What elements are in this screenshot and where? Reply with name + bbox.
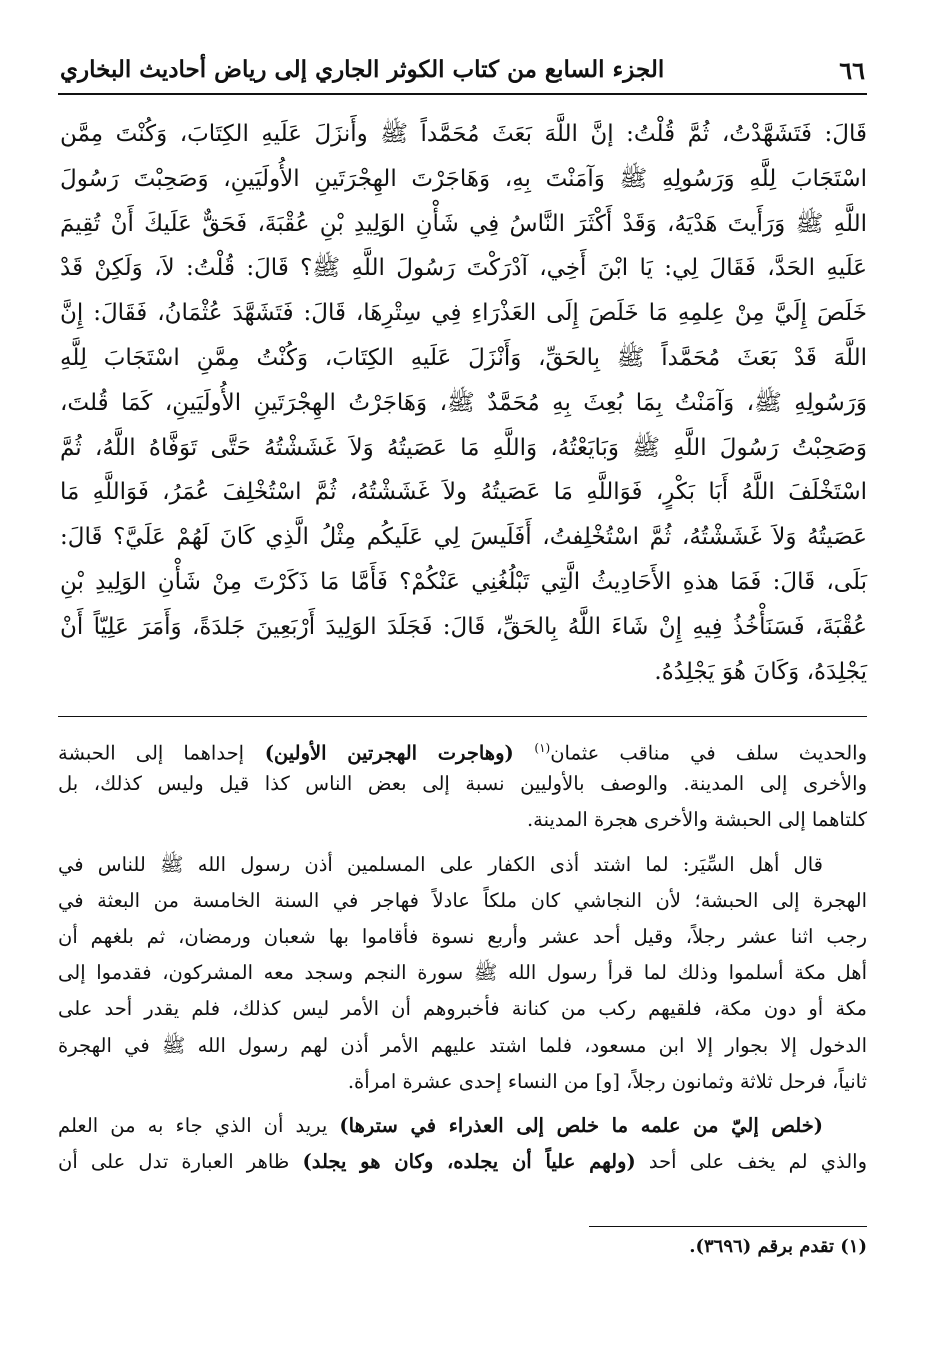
commentary bbox=[58, 730, 867, 1180]
hadith-line: عُقْبَةَ، فَسَنَأْخُذُ فِيهِ إِنْ شَاءَ اللَّهُ بِالحَقِّ، قَالَ: فَجَلَدَ الوَلِيدَ أَرْبَعِينَ جَلدَةً، وَأَمَرَ عَلِيّاً أَنْ bbox=[60, 613, 867, 640]
header-divider bbox=[58, 93, 867, 95]
commentary-line: الهجرة إلى الحبشة؛ لأن النجاشي كان ملكاً عادلاً فهاجر في السنة الخامسة من البعثة في bbox=[58, 888, 867, 912]
commentary-text: ظاهر العبارة تدل على أن bbox=[58, 1150, 303, 1174]
commentary-line: رجب اثنا عشر رجلاً، وقيل أحد عشر وأربع نسوة فأقاموا بها شعبان ورمضان، ثم بلغهم أن bbox=[58, 924, 867, 948]
hadith-line: وَرَسُولِهِ ﷺ، وَآمَنْتُ بِمَا بُعِثَ بِهِ مُحَمَّدٌ ﷺ، وَهَاجَرْتُ الهِجْرَتَينِ الأُولَيَينِ، كَمَا قُلتَ، bbox=[60, 389, 867, 416]
commentary-line: ثانياً، فرحل ثلاثة وثمانون رجلاً، [و] من النساء إحدى عشرة امرأة. bbox=[347, 1069, 867, 1093]
commentary-text: والحديث سلف في مناقب عثمان bbox=[550, 741, 867, 765]
commentary-line bbox=[58, 730, 867, 766]
footnote-text: تقدم برقم (٣٦٩٦). bbox=[689, 1236, 834, 1257]
quoted-phrase: (خلص إليّ من علمه ما خلص إلى العذراء في سترها) bbox=[339, 1113, 824, 1137]
commentary-line: كلتاهما إلى الحبشة والأخرى هجرة المدينة. bbox=[526, 808, 867, 832]
footnote bbox=[689, 1236, 867, 1257]
commentary-text: والذي لم يخف على أحد bbox=[635, 1150, 867, 1174]
hadith-line: اللَّهَ قَدْ بَعَثَ مُحَمَّداً ﷺ بِالحَقِّ، وَأَنْزَلَ عَلَيهِ الكِتَابَ، وَكُنْتُ مِمَّنِ اسْتَجَابَ لِلَّهِ bbox=[60, 344, 867, 371]
section-divider bbox=[58, 716, 867, 717]
commentary-line: قال أهل السِّيَر: لما اشتد أذى الكفار على المسلمين أذن رسول الله ﷺ للناس في bbox=[58, 852, 823, 876]
page-number: ٦٦ bbox=[839, 56, 865, 85]
running-title: الجزء السابع من كتاب الكوثر الجاري إلى رياض أحاديث البخاري bbox=[60, 56, 665, 83]
commentary-text: إحداهما إلى الحبشة bbox=[58, 741, 245, 765]
hadith-line: اسْتَجَابَ لِلَّهِ وَرَسُولِهِ ﷺ وَآمَنْتَ بِهِ، وَهَاجَرْتَ الهِجْرَتَينِ الأُولَيَينِ، وَصَحِبْتَ رَسُولَ bbox=[60, 165, 867, 192]
hadith-line: عَصَيتُهُ وَلاَ غَشَشْتُهُ، ثُمَّ اسْتُخْلِفتُ، أَفَلَيسَ لِي عَلَيكُم مِثْلُ الَّذِي كَانَ لَهُمْ عَلَيَّ؟ قَالَ: bbox=[60, 524, 867, 551]
hadith-line: قَالَ: فَتَشَهَّدْتُ، ثُمَّ قُلْتُ: إنَّ اللَّهَ بَعَثَ مُحَمَّداً ﷺ وأَنزَلَ عَلَيهِ الكِتَابَ، وَكُنْتَ مِمَّن bbox=[60, 121, 867, 147]
commentary-text: يريد أن الذي جاء به من العلم bbox=[58, 1113, 340, 1137]
hadith-line: خَلَصَ إِلَيَّ مِنْ عِلمِهِ مَا خَلَصَ إِلَى العَذْرَاءِ فِي سِتْرِهَا، قَالَ: فَتَشَهَّدَ عُثْمَانُ، فَقَالَ: إِنَّ bbox=[60, 300, 867, 327]
hadith-line: يَجْلِدَهُ، وَكَانَ هُوَ يَجْلِدُهُ. bbox=[654, 658, 867, 685]
hadith-line: اللَّهِ ﷺ وَرَأَيتَ هَدْيَهُ، وَقَدْ أَكْثَرَ النَّاسُ فِي شَأْنِ الوَلِيدِ بْنِ عُقْبَةَ، فَحَقٌّ عَلَيكَ أَنْ تُقِيمَ bbox=[60, 210, 867, 237]
hadith-line: وَصَحِبْتُ رَسُولَ اللَّهِ ﷺ وَبَايَعْتُهُ، وَاللَّهِ مَا عَصَيتُهُ وَلاَ غَشَشْتُهُ حَتَّى تَوَفَّاهُ اللَّهُ، ثُمَّ bbox=[60, 434, 867, 461]
quoted-phrase: (ولهم علياً أن يجلده، وكان هو يجلد) bbox=[302, 1150, 636, 1174]
page-header bbox=[58, 56, 867, 92]
footnote-number: (١) bbox=[840, 1236, 867, 1257]
hadith-line: اسْتَخْلَفَ اللَّهُ أَبَا بَكْرٍ، فَوَاللَّهِ مَا عَصَيتُهُ ولاَ غَشَشْتُهُ، ثُمَّ اسْتُخْلِفَ عُمَرُ، فَوَاللَّهِ مَا bbox=[60, 479, 867, 506]
commentary-line bbox=[58, 1144, 867, 1180]
hadith-text bbox=[60, 112, 867, 694]
hadith-line: عَلَيهِ الحَدَّ، فَقَالَ لِي: يَا ابْنَ أَخِي، آدْرَكْتَ رَسُولَ اللَّهِ ﷺ؟ قَالَ: قُلْتُ: لاَ، وَلَكِنْ قَدْ bbox=[60, 255, 867, 282]
quoted-phrase: (وهاجرت الهجرتين الأولين) bbox=[244, 741, 535, 765]
commentary-line: الدخول إلا بجوار إلا ابن مسعود، فلما اشتد عليهم الأمر أذن لهم رسول الله ﷺ في الهجرة bbox=[58, 1033, 867, 1057]
commentary-line: أهل مكة أسلموا وذلك لما قرأ رسول الله ﷺ سورة النجم وسجد معه المشركون، فقدموا إلى bbox=[58, 961, 867, 985]
footnote-reference: (١) bbox=[534, 741, 551, 755]
commentary-line: والأخرى إلى المدينة. والوصف بالأوليين نسبة إلى بعض الناس كذا قيل وليس كذلك، بل bbox=[58, 772, 867, 796]
footnote-divider bbox=[589, 1226, 867, 1227]
hadith-line: بَلَى، قَالَ: فَمَا هذهِ الأَحَادِيثُ الَّتِي تَبْلُغُنِي عَنْكُمْ؟ فَأَمَّا مَا ذَكَرْتَ مِنْ شَأْنِ الوَلِيدِ بْنِ bbox=[60, 568, 867, 595]
commentary-line: مكة أو دون مكة، فلقيهم ركب من كنانة فأخبروهم أن الأمر ليس كذلك، فلم يقدر أحد على bbox=[58, 997, 867, 1021]
commentary-line bbox=[58, 1108, 867, 1144]
